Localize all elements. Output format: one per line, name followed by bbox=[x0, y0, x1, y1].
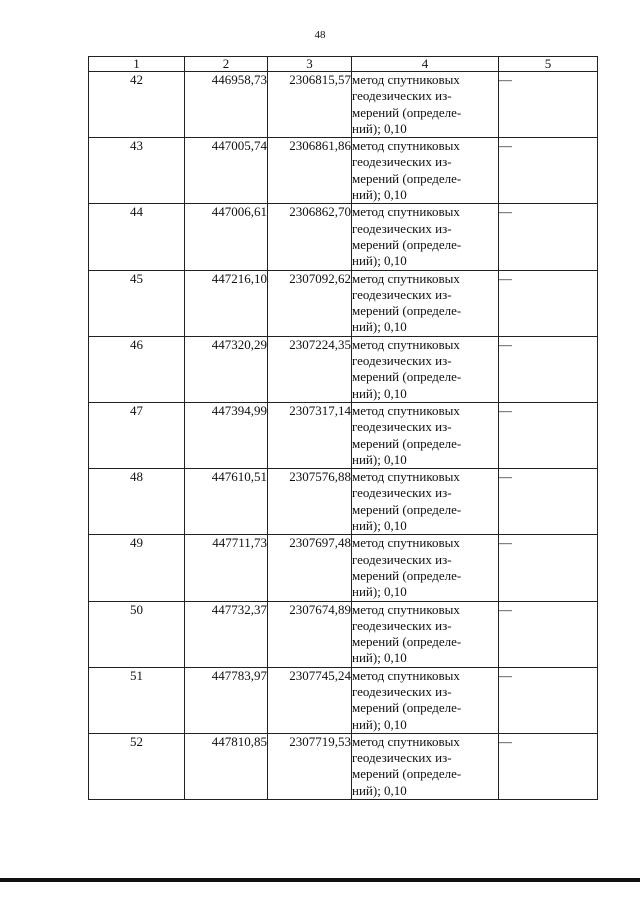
coordinate-y-cell: 2307697,48 bbox=[268, 535, 352, 601]
bottom-rule bbox=[0, 878, 640, 882]
coordinate-x-cell: 447610,51 bbox=[185, 469, 268, 535]
coordinate-y-cell: 2306862,70 bbox=[268, 204, 352, 270]
coordinate-y-cell: 2306815,57 bbox=[268, 72, 352, 138]
method-cell: метод спутниковых геодезических из- мерений (определе- ний); 0,10 bbox=[352, 138, 499, 204]
table-row bbox=[89, 601, 598, 667]
note-cell: — bbox=[499, 138, 598, 204]
coordinate-y-cell: 2307317,14 bbox=[268, 402, 352, 468]
point-number-cell: 43 bbox=[89, 138, 185, 204]
method-cell: метод спутниковых геодезических из- мерений (определе- ний); 0,10 bbox=[352, 336, 499, 402]
header-col-5: 5 bbox=[499, 57, 598, 72]
coordinate-x-cell: 447320,29 bbox=[185, 336, 268, 402]
coordinate-y-cell: 2307719,53 bbox=[268, 733, 352, 799]
method-cell: метод спутниковых геодезических из- мерений (определе- ний); 0,10 bbox=[352, 601, 499, 667]
point-number-cell: 48 bbox=[89, 469, 185, 535]
method-cell: метод спутниковых геодезических из- мерений (определе- ний); 0,10 bbox=[352, 204, 499, 270]
table-row bbox=[89, 469, 598, 535]
point-number-cell: 45 bbox=[89, 270, 185, 336]
coordinate-y-cell: 2307674,89 bbox=[268, 601, 352, 667]
coordinate-x-cell: 447810,85 bbox=[185, 733, 268, 799]
coordinate-x-cell: 447394,99 bbox=[185, 402, 268, 468]
point-number-cell: 52 bbox=[89, 733, 185, 799]
coordinates-table bbox=[88, 56, 598, 800]
coordinate-x-cell: 447732,37 bbox=[185, 601, 268, 667]
table-row bbox=[89, 733, 598, 799]
coordinate-y-cell: 2306861,86 bbox=[268, 138, 352, 204]
note-cell: — bbox=[499, 535, 598, 601]
coordinate-x-cell: 447783,97 bbox=[185, 667, 268, 733]
table-row bbox=[89, 667, 598, 733]
note-cell: — bbox=[499, 469, 598, 535]
header-col-3: 3 bbox=[268, 57, 352, 72]
method-cell: метод спутниковых геодезических из- мерений (определе- ний); 0,10 bbox=[352, 733, 499, 799]
page-number: 48 bbox=[314, 29, 326, 41]
note-cell: — bbox=[499, 270, 598, 336]
note-cell: — bbox=[499, 204, 598, 270]
method-cell: метод спутниковых геодезических из- мерений (определе- ний); 0,10 bbox=[352, 72, 499, 138]
table-row bbox=[89, 204, 598, 270]
point-number-cell: 46 bbox=[89, 336, 185, 402]
header-col-1: 1 bbox=[89, 57, 185, 72]
coordinate-x-cell: 447005,74 bbox=[185, 138, 268, 204]
note-cell: — bbox=[499, 601, 598, 667]
method-cell: метод спутниковых геодезических из- мерений (определе- ний); 0,10 bbox=[352, 402, 499, 468]
coordinate-y-cell: 2307224,35 bbox=[268, 336, 352, 402]
point-number-cell: 50 bbox=[89, 601, 185, 667]
table-row bbox=[89, 72, 598, 138]
table-row bbox=[89, 270, 598, 336]
note-cell: — bbox=[499, 72, 598, 138]
coordinate-y-cell: 2307092,62 bbox=[268, 270, 352, 336]
note-cell: — bbox=[499, 336, 598, 402]
table-row bbox=[89, 535, 598, 601]
method-cell: метод спутниковых геодезических из- мерений (определе- ний); 0,10 bbox=[352, 469, 499, 535]
coordinate-y-cell: 2307576,88 bbox=[268, 469, 352, 535]
coordinate-x-cell: 447711,73 bbox=[185, 535, 268, 601]
note-cell: — bbox=[499, 402, 598, 468]
table-row bbox=[89, 402, 598, 468]
note-cell: — bbox=[499, 667, 598, 733]
coordinate-x-cell: 447216,10 bbox=[185, 270, 268, 336]
header-col-2: 2 bbox=[185, 57, 268, 72]
method-cell: метод спутниковых геодезических из- мерений (определе- ний); 0,10 bbox=[352, 270, 499, 336]
table-row bbox=[89, 138, 598, 204]
coordinate-x-cell: 446958,73 bbox=[185, 72, 268, 138]
note-cell: — bbox=[499, 733, 598, 799]
point-number-cell: 42 bbox=[89, 72, 185, 138]
point-number-cell: 49 bbox=[89, 535, 185, 601]
method-cell: метод спутниковых геодезических из- мерений (определе- ний); 0,10 bbox=[352, 667, 499, 733]
coordinate-y-cell: 2307745,24 bbox=[268, 667, 352, 733]
coordinate-x-cell: 447006,61 bbox=[185, 204, 268, 270]
table-header-row bbox=[89, 57, 598, 72]
table-row bbox=[89, 336, 598, 402]
point-number-cell: 51 bbox=[89, 667, 185, 733]
header-col-4: 4 bbox=[352, 57, 499, 72]
point-number-cell: 44 bbox=[89, 204, 185, 270]
method-cell: метод спутниковых геодезических из- мерений (определе- ний); 0,10 bbox=[352, 535, 499, 601]
point-number-cell: 47 bbox=[89, 402, 185, 468]
